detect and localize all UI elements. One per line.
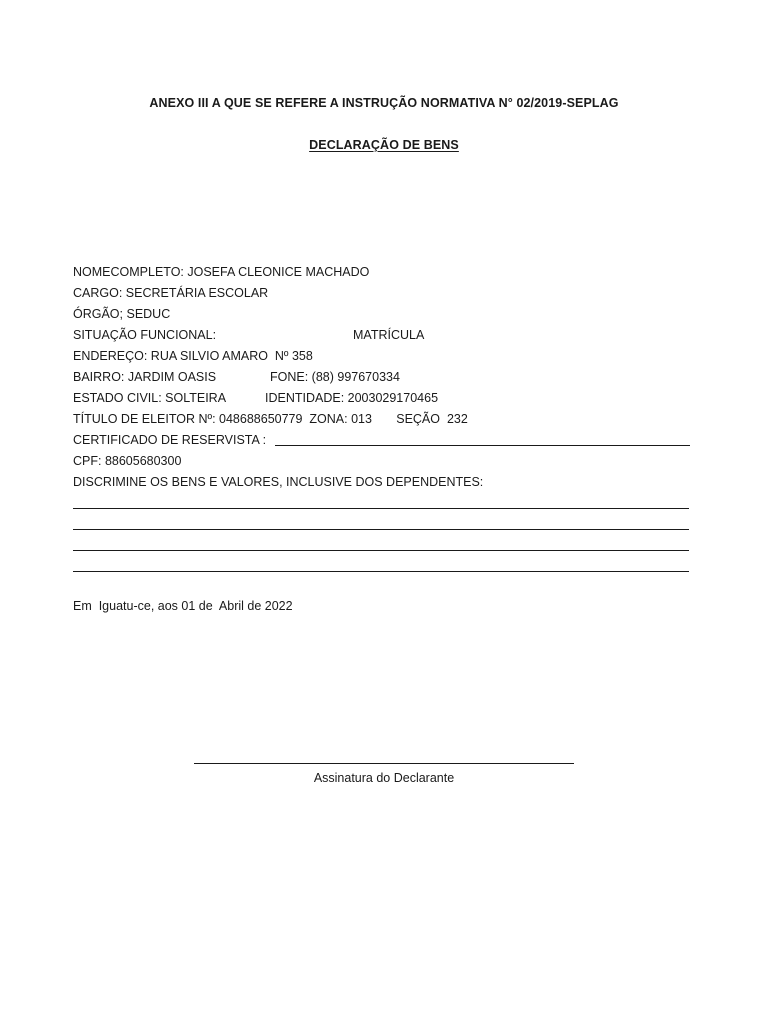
field-situacao-row (73, 325, 713, 346)
reservista-label: CERTIFICADO DE RESERVISTA : (73, 433, 267, 447)
field-endereco: ENDEREÇO: RUA SILVIO AMARO Nº 358 (73, 349, 313, 363)
annex-title: ANEXO III A QUE SE REFERE A INSTRUÇÃO NORMATIVA N° 02/2019-SEPLAG (149, 96, 619, 110)
assets-line (73, 493, 713, 514)
situacao-label: SITUAÇÃO FUNCIONAL: (73, 328, 217, 342)
estado-civil-label: ESTADO CIVIL: SOLTEIRA (73, 391, 227, 405)
field-discrimine: DISCRIMINE OS BENS E VALORES, INCLUSIVE DOS DEPENDENTES: (73, 475, 484, 489)
field-orgao: ÓRGÃO; SEDUC (73, 307, 171, 321)
reservista-blank (275, 445, 690, 446)
assets-line (73, 556, 713, 577)
field-titulo-eleitor: TÍTULO DE ELEITOR Nº: 048688650779 ZONA: 013 SEÇÃO 232 (73, 412, 468, 426)
field-cargo: CARGO: SECRETÁRIA ESCOLAR (73, 286, 269, 300)
identidade-label: IDENTIDADE: 2003029170465 (265, 391, 439, 405)
assets-line-rule (73, 571, 689, 572)
field-estado-civil-row (73, 388, 713, 409)
field-cpf: CPF: 88605680300 (73, 454, 182, 468)
field-bairro-row (73, 367, 713, 388)
assets-line-rule (73, 508, 689, 509)
matricula-label: MATRÍCULA (353, 328, 425, 342)
assets-line (73, 514, 713, 535)
field-reservista-row (73, 430, 713, 451)
declaration-title: DECLARAÇÃO DE BENS (309, 138, 459, 152)
fone-label: FONE: (88) 997670334 (270, 370, 400, 384)
date-line: Em Iguatu-ce, aos 01 de Abril de 2022 (73, 599, 293, 613)
assets-line-rule (73, 529, 689, 530)
bairro-label: BAIRRO: JARDIM OASIS (73, 370, 217, 384)
assets-line-rule (73, 550, 689, 551)
assets-line (73, 535, 713, 556)
field-nome: NOMECOMPLETO: JOSEFA CLEONICE MACHADO (73, 265, 370, 279)
signature-line (194, 763, 574, 764)
declarant-fields (73, 262, 713, 577)
signature-caption: Assinatura do Declarante (313, 771, 455, 785)
signature-block (194, 752, 574, 785)
